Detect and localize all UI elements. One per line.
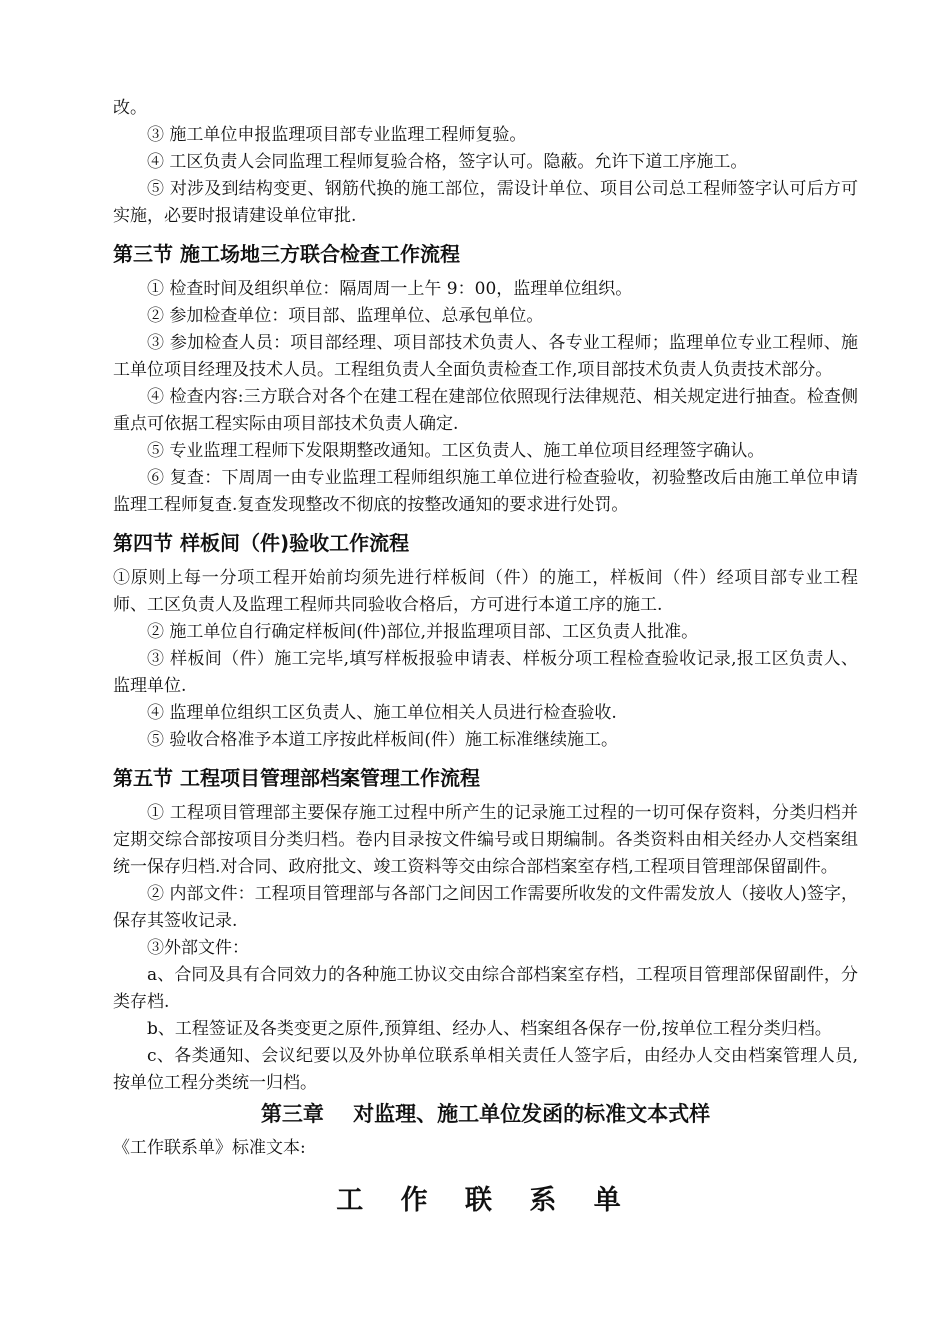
form-title: 工 作 联 系 单 xyxy=(336,1185,635,1216)
page-content xyxy=(113,95,858,1217)
paragraph-item: ⑤ 专业监理工程师下发限期整改通知。工区负责人、施工单位项目经理签字确认。 xyxy=(147,441,765,461)
paragraph-item: ⑤ 对涉及到结构变更、钢筋代换的施工部位，需设计单位、项目公司总工程师签字认可后方可实施，必要时报请建设单位审批. xyxy=(113,179,858,226)
chapter-heading: 第三章 对监理、施工单位发函的标准文本式样 xyxy=(260,1102,711,1126)
section-heading: 第五节 工程项目管理部档案管理工作流程 xyxy=(113,766,480,790)
template-caption: 《工作联系单》标准文本: xyxy=(113,1138,306,1158)
paragraph-item: ② 内部文件：工程项目管理部与各部门之间因工作需要所收发的文件需发放人（接收人)签字，保存其签收记录. xyxy=(113,884,858,931)
paragraph-item: ④ 工区负责人会同监理工程师复验合格，签字认可。隐蔽。允许下道工序施工。 xyxy=(147,152,748,172)
paragraph-item: ①原则上每一分项工程开始前均须先进行样板间（件）的施工，样板间（件）经项目部专业工程师、工区负责人及监理工程师共同验收合格后，方可进行本道工序的施工. xyxy=(113,568,858,615)
paragraph-item: a、合同及具有合同效力的各种施工协议交由综合部档案室存档，工程项目管理部保留副件，分类存档. xyxy=(113,965,858,1012)
section-heading: 第四节 样板间（件)验收工作流程 xyxy=(113,531,410,555)
paragraph-item: ② 参加检查单位：项目部、监理单位、总承包单位。 xyxy=(147,306,544,326)
paragraph-item: ③ 样板间（件）施工完毕,填写样板报验申请表、样板分项工程检查验收记录,报工区负责人、监理单位. xyxy=(113,649,858,696)
paragraph-continued: 改。 xyxy=(113,98,147,118)
paragraph-item: ① 工程项目管理部主要保存施工过程中所产生的记录施工过程的一切可保存资料，分类归档并定期交综合部按项目分类归档。卷内目录按文件编号或日期编制。各类资料由相关经办人交档案组统一保存归档.对合同、政府批文、竣工资料等交由综合部档案室存档,工程项目管理部保留副件。 xyxy=(113,803,858,877)
paragraph-item: ② 施工单位自行确定样板间(件)部位,并报监理项目部、工区负责人批准。 xyxy=(147,622,699,642)
paragraph-item: ③ 参加检查人员：项目部经理、项目部技术负责人、各专业工程师；监理单位专业工程师、施工单位项目经理及技术人员。工程组负责人全面负责检查工作,项目部技术负责人负责技术部分。 xyxy=(113,333,858,380)
paragraph-item: ③ 施工单位申报监理项目部专业监理工程师复验。 xyxy=(147,125,527,145)
paragraph-item: ③外部文件： xyxy=(147,938,249,958)
paragraph-item: ④ 检查内容:三方联合对各个在建工程在建部位依照现行法律规范、相关规定进行抽查。检查侧重点可依据工程实际由项目部技术负责人确定. xyxy=(113,387,858,434)
paragraph-item: b、工程签证及各类变更之原件,预算组、经办人、档案组各保存一份,按单位工程分类归档。 xyxy=(147,1019,832,1039)
paragraph-item: ④ 监理单位组织工区负责人、施工单位相关人员进行检查验收. xyxy=(147,703,617,723)
section-heading: 第三节 施工场地三方联合检查工作流程 xyxy=(113,242,460,266)
paragraph-item: c、各类通知、会议纪要以及外协单位联系单相关责任人签字后，由经办人交由档案管理人员,按单位工程分类统一归档。 xyxy=(113,1046,858,1093)
paragraph-item: ⑤ 验收合格准予本道工序按此样板间(件）施工标准继续施工。 xyxy=(147,730,619,750)
paragraph-item: ① 检查时间及组织单位：隔周周一上午 9：00，监理单位组织。 xyxy=(147,279,633,299)
paragraph-item: ⑥ 复查：下周周一由专业监理工程师组织施工单位进行检查验收，初验整改后由施工单位申请监理工程师复查.复查发现整改不彻底的按整改通知的要求进行处罚。 xyxy=(113,468,858,515)
